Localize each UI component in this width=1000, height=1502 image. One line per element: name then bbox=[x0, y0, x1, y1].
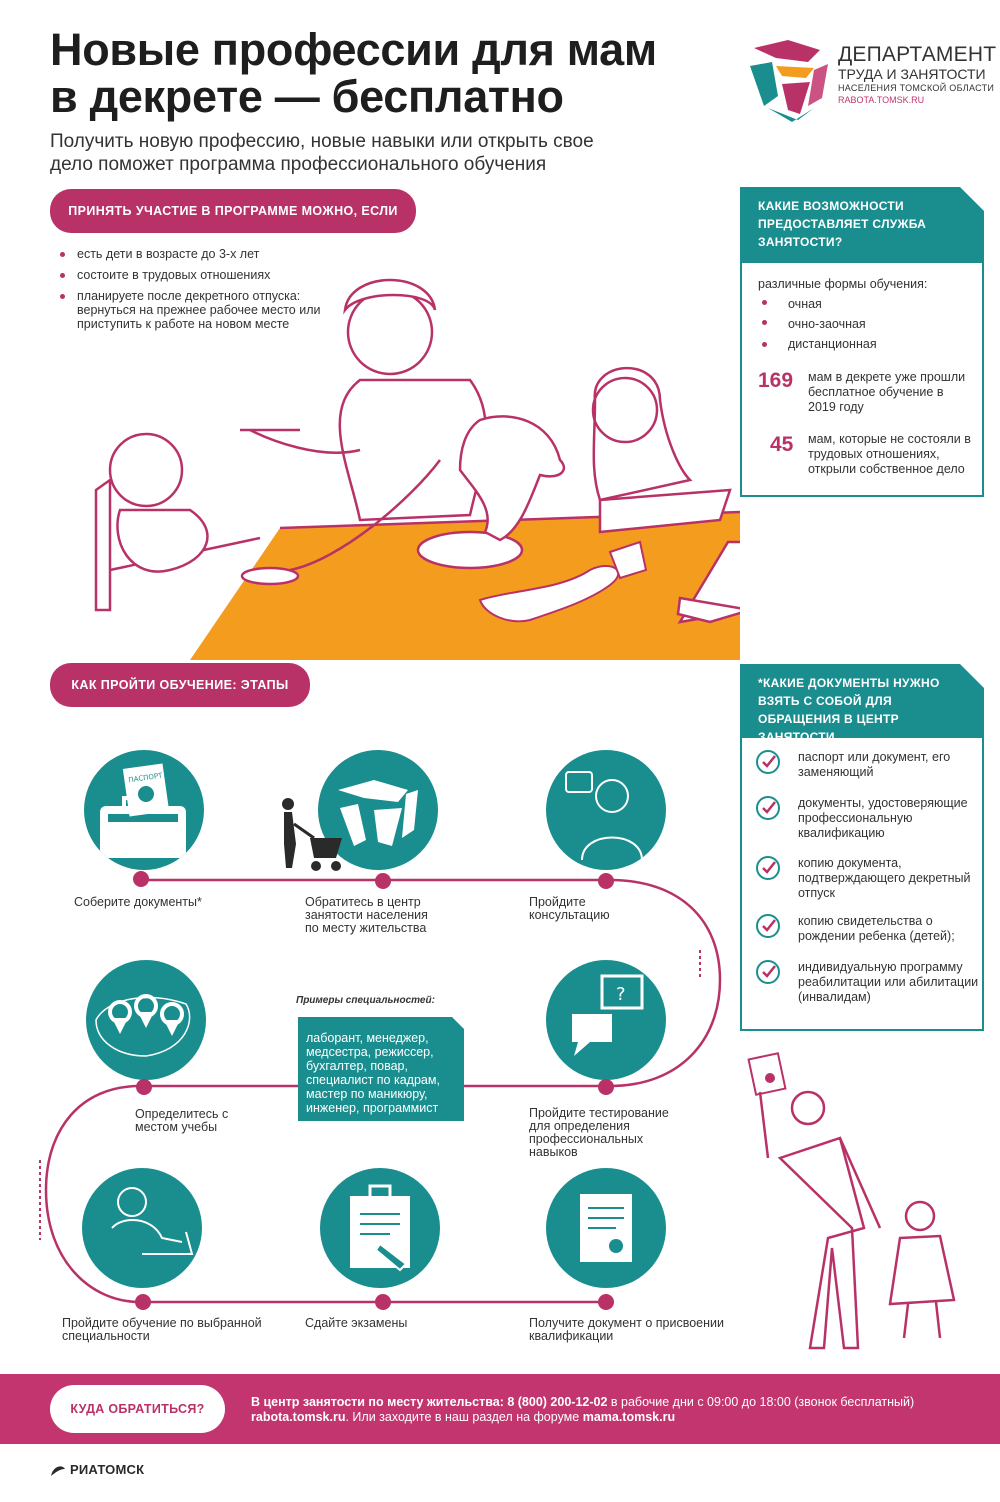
examples-text: лаборант, менеджер, медсестра, режиссер, бухгалтер, повар, специалист по кадрам, мастер по маникюру, инженер, программист bbox=[306, 1031, 440, 1115]
logo-line-2: ТРУДА И ЗАНЯТОСТИ bbox=[838, 66, 986, 82]
check-icon bbox=[756, 750, 780, 774]
title-line-1: Новые профессии для мам bbox=[50, 24, 657, 75]
footer-hours: в рабочие дни с 09:00 до 18:00 (звонок бесплатный) bbox=[607, 1395, 915, 1409]
documents-heading bbox=[742, 666, 982, 744]
mother-stroller-icon bbox=[270, 794, 350, 874]
corner-fold-icon bbox=[450, 1015, 466, 1031]
stat-text: мам в декрете уже прошли бесплатное обучение в 2019 году bbox=[808, 370, 966, 414]
step-3-circle bbox=[546, 750, 666, 870]
corner-fold-icon bbox=[960, 187, 984, 211]
bullet-icon bbox=[762, 320, 767, 325]
form-item: очная bbox=[788, 297, 822, 311]
document-text: индивидуальную программу реабилитации или абилитации (инвалидам) bbox=[798, 960, 979, 1004]
conditions-item: состоите в трудовых отношениях bbox=[58, 268, 328, 282]
documents-heading-label: *КАКИЕ ДОКУМЕНТЫ НУЖНО ВЗЯТЬ С СОБОЙ ДЛЯ ОБРАЩЕНИЯ В ЦЕНТР ЗАНЯТОСТИ bbox=[758, 676, 940, 744]
services-heading-label: КАКИЕ ВОЗМОЖНОСТИ ПРЕДОСТАВЛЯЕТ СЛУЖБА ЗАНЯТОСТИ? bbox=[758, 199, 927, 249]
page-title bbox=[50, 26, 730, 120]
certificate-icon bbox=[546, 1168, 666, 1288]
bullet-icon bbox=[762, 342, 767, 347]
footer-forum-link[interactable]: mama.tomsk.ru bbox=[582, 1410, 676, 1424]
step-2-label: Обратитесь в центр занятости населения по месту жительства bbox=[305, 895, 428, 935]
exam-clipboard-icon bbox=[320, 1168, 440, 1288]
document-text: документы, удостоверяющие профессиональную квалификацию bbox=[798, 796, 968, 840]
footer-phone: В центр занятости по месту жительства: 8 (800) 200-12-02 bbox=[251, 1395, 608, 1409]
stat-text: мам, которые не состояли в трудовых отношениях, открыли собственное дело bbox=[808, 432, 971, 476]
stages-heading-label: КАК ПРОЙТИ ОБУЧЕНИЕ: ЭТАПЫ bbox=[71, 678, 289, 692]
check-icon bbox=[756, 856, 780, 880]
step-6-label: Пройдите обучение по выбранной специальности bbox=[62, 1316, 262, 1343]
step-3-label: Пройдите консультацию bbox=[529, 895, 610, 922]
form-item: дистанционная bbox=[788, 337, 877, 351]
family-illustration bbox=[90, 270, 740, 660]
ria-logo-icon bbox=[50, 1463, 66, 1477]
conditions-heading-label: ПРИНЯТЬ УЧАСТИЕ В ПРОГРАММЕ МОЖНО, ЕСЛИ bbox=[68, 204, 398, 218]
step-dot bbox=[598, 1079, 614, 1095]
step-dot bbox=[133, 871, 149, 887]
document-text: копию документа, подтверждающего декретный отпуск bbox=[798, 856, 971, 900]
page-subtitle bbox=[50, 130, 750, 176]
corner-fold-icon bbox=[960, 664, 984, 688]
step-5-label: Пройдите тестирование для определения профессиональных навыков bbox=[529, 1106, 669, 1159]
step-1-circle bbox=[84, 750, 204, 870]
step-4-label: Определитесь с местом учебы bbox=[135, 1107, 229, 1134]
document-text: паспорт или документ, его заменяющий bbox=[798, 750, 951, 779]
step-7-label: Сдайте экзамены bbox=[305, 1316, 408, 1330]
footer-contacts bbox=[251, 1395, 991, 1425]
check-icon bbox=[756, 914, 780, 938]
footer-site-link[interactable]: rabota.tomsk.ru bbox=[251, 1410, 346, 1424]
services-heading bbox=[742, 189, 982, 263]
check-icon bbox=[756, 796, 780, 820]
footer-forum-text: . Или заходите в наш раздел на форуме bbox=[345, 1410, 583, 1424]
consultant-icon bbox=[546, 750, 666, 870]
mother-child-illustration bbox=[740, 1048, 970, 1368]
subtitle-line-1: Получить новую профессию, новые навыки или открыть свое bbox=[50, 131, 594, 152]
svg-text:?: ? bbox=[616, 984, 626, 1005]
ria-tomsk-brand bbox=[50, 1462, 144, 1477]
conditions-heading bbox=[50, 189, 416, 233]
map-pin-icon bbox=[86, 960, 206, 1080]
stages-heading bbox=[50, 663, 310, 707]
stat-number: 45 bbox=[770, 433, 794, 456]
step-dot bbox=[598, 873, 614, 889]
conditions-item: есть дети в возрасте до 3-х лет bbox=[58, 247, 328, 261]
conditions-item: планируете после декретного отпуска: вернуться на прежнее рабочее место или приступить к работе на новом месте bbox=[58, 289, 328, 331]
document-text: копию свидетельства о рождении ребенка (детей); bbox=[798, 914, 955, 943]
forms-label: различные формы обучения: bbox=[758, 277, 928, 291]
title-line-2: в декрете — бесплатно bbox=[50, 71, 564, 122]
stat-number: 169 bbox=[758, 369, 794, 392]
step-8-label: Получите документ о присвоении квалификации bbox=[529, 1316, 724, 1343]
step-4-circle bbox=[86, 960, 206, 1080]
step-dot bbox=[136, 1079, 152, 1095]
step-5-circle bbox=[546, 960, 666, 1080]
check-icon bbox=[756, 960, 780, 984]
step-6-circle bbox=[82, 1168, 202, 1288]
step-7-circle bbox=[320, 1168, 440, 1288]
where-to-apply-button[interactable] bbox=[50, 1385, 225, 1433]
brand-label: РИАТОМСК bbox=[70, 1462, 145, 1477]
documents-box bbox=[740, 664, 984, 1031]
logo-line-1: ДЕПАРТАМЕНТ bbox=[838, 43, 997, 66]
logo-text bbox=[838, 44, 996, 106]
step-dot bbox=[375, 873, 391, 889]
form-item: очно-заочная bbox=[788, 317, 866, 331]
passport-bag-icon bbox=[84, 750, 204, 870]
bullet-icon bbox=[762, 300, 767, 305]
logo-url: RABOTA.TOMSK.RU bbox=[838, 95, 925, 105]
step-8-circle bbox=[546, 1168, 666, 1288]
examples-label: Примеры специальностей: bbox=[296, 995, 435, 1006]
step-1-label: Соберите документы* bbox=[74, 895, 202, 909]
student-laptop-icon bbox=[82, 1168, 202, 1288]
passport-text: ПАСПОРТ bbox=[127, 771, 163, 785]
step-dot bbox=[135, 1294, 151, 1310]
services-box bbox=[740, 187, 984, 497]
where-to-apply-label: КУДА ОБРАТИТЬСЯ? bbox=[70, 1402, 205, 1416]
chat-question-icon bbox=[546, 960, 666, 1080]
step-dot bbox=[598, 1294, 614, 1310]
examples-card bbox=[298, 1017, 464, 1121]
subtitle-line-2: дело поможет программа профессионального обучения bbox=[50, 154, 547, 175]
step-dot bbox=[375, 1294, 391, 1310]
logo-line-3: НАСЕЛЕНИЯ ТОМСКОЙ ОБЛАСТИ bbox=[838, 83, 995, 93]
